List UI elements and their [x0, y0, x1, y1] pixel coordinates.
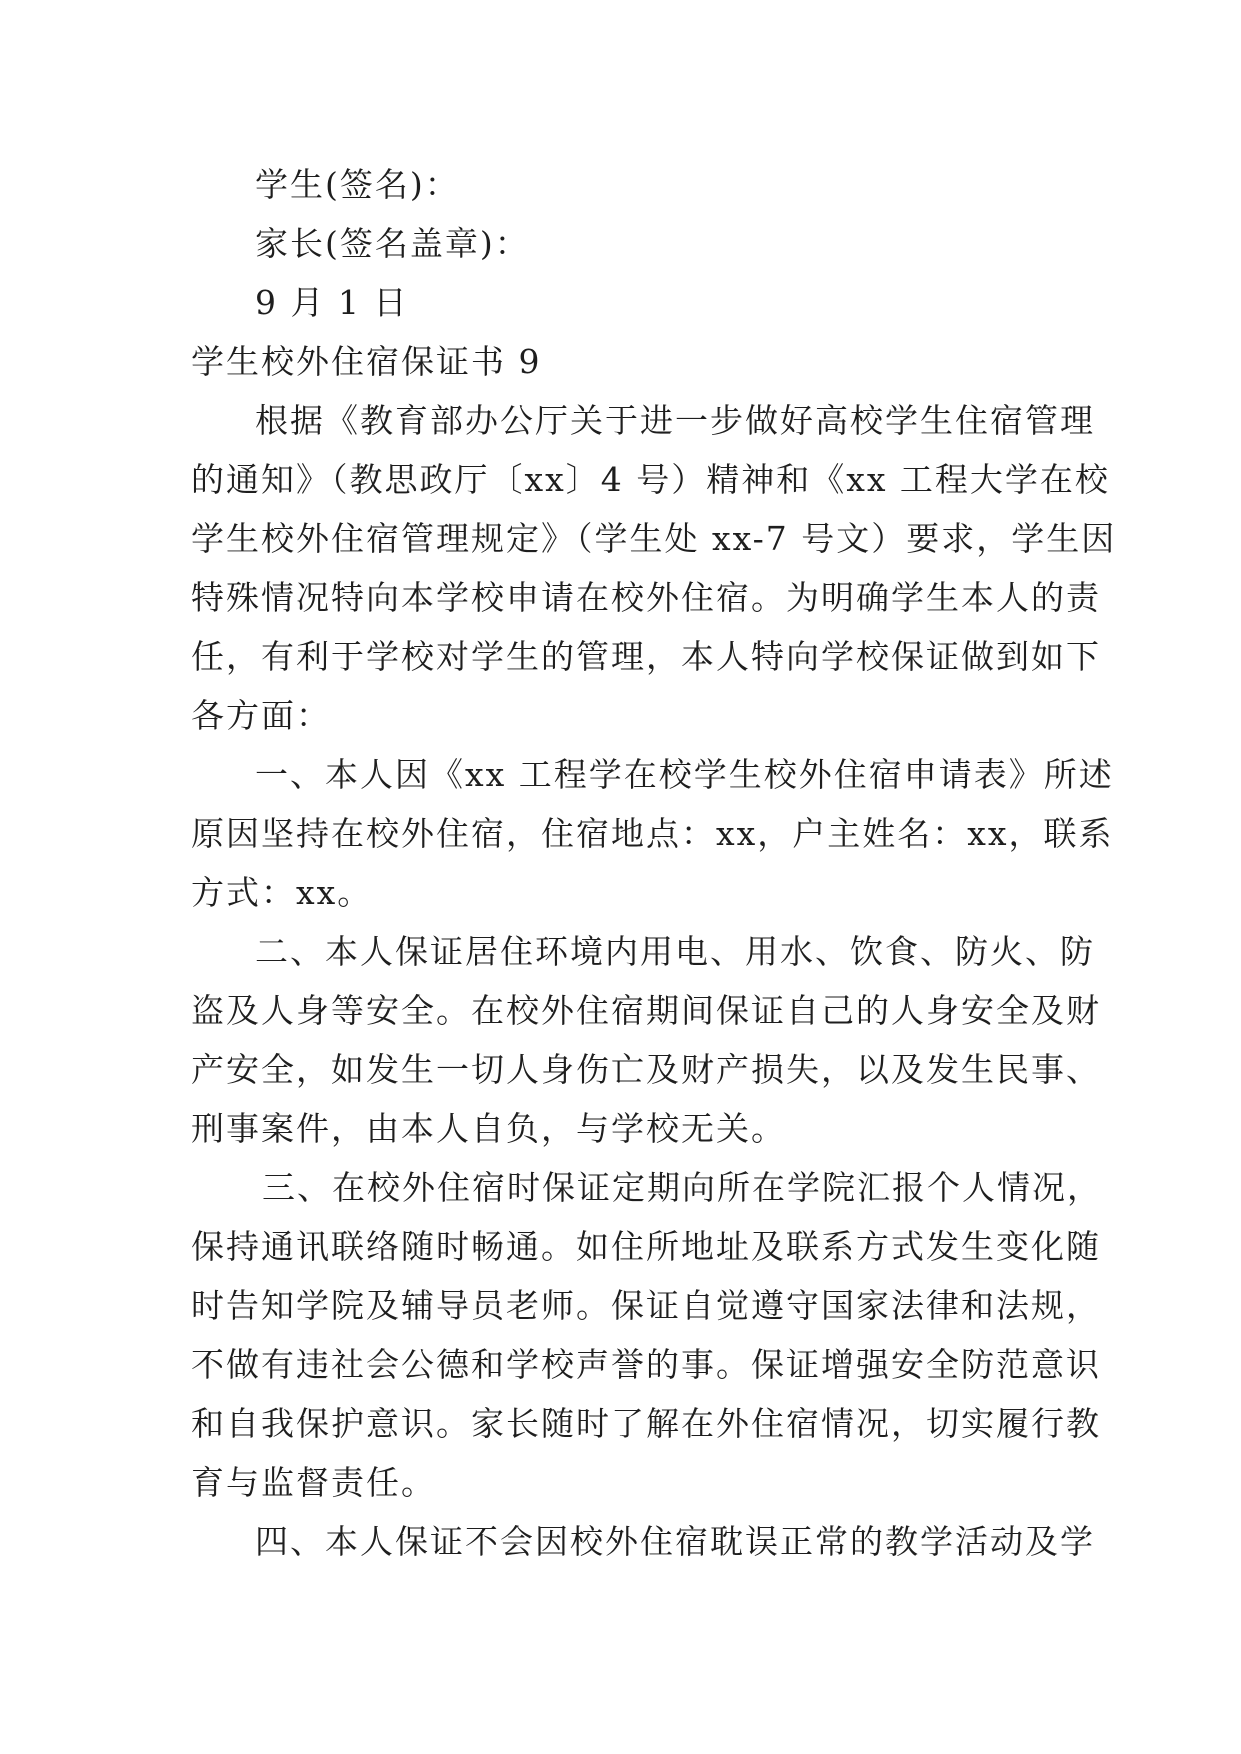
paragraph-1-line-1: 根据《教育部办公厅关于进一步做好高校学生住宿管理 [255, 401, 1095, 440]
paragraph-4-line-2: 保持通讯联络随时畅通。如住所地址及联系方式发生变化随 [191, 1227, 1101, 1266]
paragraph-5-line-1: 四、本人保证不会因校外住宿耽误正常的教学活动及学 [255, 1522, 1095, 1561]
paragraph-1-line-4: 特殊情况特向本学校申请在校外住宿。为明确学生本人的责 [191, 578, 1101, 617]
signature-date: 9 月 1 日 [255, 283, 409, 322]
paragraph-3-line-4: 刑事案件，由本人自负，与学校无关。 [191, 1109, 786, 1148]
paragraph-3-line-3: 产安全，如发生一切人身伤亡及财产损失，以及发生民事、 [191, 1050, 1101, 1089]
paragraph-2-line-1: 一、本人因《xx 工程学在校学生校外住宿申请表》所述 [255, 755, 1114, 794]
paragraph-1-line-5: 任，有利于学校对学生的管理，本人特向学校保证做到如下 [191, 637, 1101, 676]
student-signature-line: 学生(签名)： [255, 165, 460, 204]
paragraph-2-line-2: 原因坚持在校外住宿，住宿地点：xx，户主姓名：xx，联系 [191, 814, 1114, 853]
section-title: 学生校外住宿保证书 9 [191, 342, 542, 381]
paragraph-3-line-2: 盗及人身等安全。在校外住宿期间保证自己的人身安全及财 [191, 991, 1101, 1030]
paragraph-3-line-1: 二、本人保证居住环境内用电、用水、饮食、防火、防 [255, 932, 1095, 971]
paragraph-2-line-3: 方式：xx。 [191, 873, 373, 912]
paragraph-4-line-4: 不做有违社会公德和学校声誉的事。保证增强安全防范意识 [191, 1345, 1101, 1384]
paragraph-1-line-2: 的通知》（教思政厅〔xx〕4 号）精神和《xx 工程大学在校 [191, 460, 1110, 499]
paragraph-4-line-5: 和自我保护意识。家长随时了解在外住宿情况，切实履行教 [191, 1404, 1101, 1443]
parent-signature-line: 家长(签名盖章)： [255, 224, 530, 263]
paragraph-4-line-6: 育与监督责任。 [191, 1463, 436, 1502]
paragraph-1-line-3: 学生校外住宿管理规定》（学生处 xx-7 号文）要求，学生因 [191, 519, 1117, 558]
paragraph-4-line-1: 三、在校外住宿时保证定期向所在学院汇报个人情况， [262, 1168, 1102, 1207]
paragraph-4-line-3: 时告知学院及辅导员老师。保证自觉遵守国家法律和法规， [191, 1286, 1101, 1325]
paragraph-1-line-6: 各方面： [191, 696, 331, 735]
